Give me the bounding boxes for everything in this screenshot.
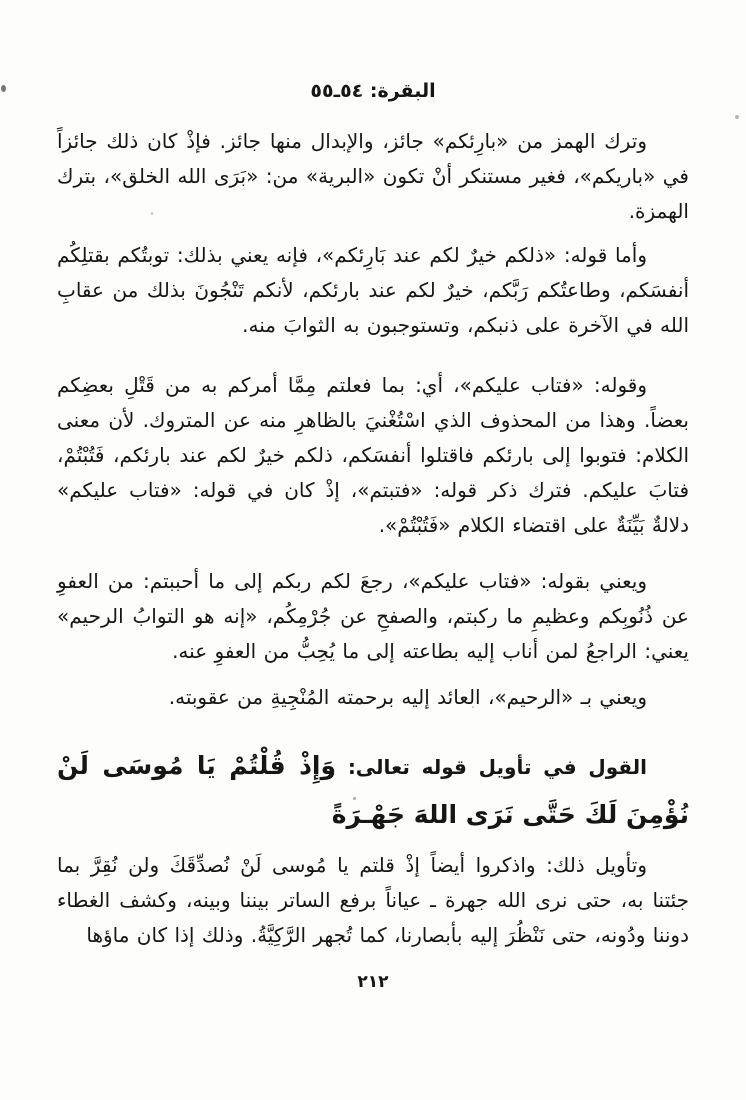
tafsir-paragraph: وتأويل ذلك: واذكروا أيضاً إذْ قلتم يا مُوسى لَنْ نُصدِّقَكَ ولن نُقِرَّ بما جئتنا به، حتى نرى الله جهرة ـ عياناً برفع الساتر بيننا وبينه، وكشف الغطاء دوننا ودُونه، حتى نَنْظُرَ إليه بأبصارنا، كما تُجهر الرَّكِيَّةُ. وذلك إذا كان ماؤها — [57, 853, 689, 947]
scan-speck — [735, 115, 739, 119]
scan-speck — [472, 706, 474, 708]
scan-speck — [151, 212, 153, 215]
surah-verse-range-header: البقرة: ٥٤ـ٥٥ — [310, 80, 436, 102]
scan-speck — [1, 85, 6, 92]
tafsir-paragraph: ويعني بقوله: «فتاب عليكم»، رجعَ لكم ربكم إلى ما أحببتم: من العفوِ عن ذُنُوبِكم وعظيمِ ما ركبتم، والصفحِ عن جُرْمِكُم، «إنه هو التوابُ الرحيم» يعني: الراجعُ لمن أناب إليه بطاعته إلى ما يُحِبُّ من العفوِ عنه. — [57, 569, 689, 663]
tafsir-paragraph: ويعني بـ «الرحيم»، العائد إليه برحمته المُنْجِيةِ من عقوبته. — [168, 685, 647, 709]
tafsir-paragraph: وأما قوله: «ذلكم خيرٌ لكم عند بَارِئكم»، فإنه يعني بذلك: توبتُكم بقتلِكُم أنفسَكم، وطاعتُكم رَبَّكم، خيرٌ لكم عند بارئكم، لأنكم تَنْجُونَ بذلك من عقابِ الله في الآخرة على ذنبكم، وتستوجبون به الثوابَ منه. — [57, 243, 689, 337]
page-number: ٢١٢ — [357, 972, 389, 992]
verse-heading — [57, 742, 689, 840]
tafsir-paragraph: وقوله: «فتاب عليكم»، أي: بما فعلتم مِمَّا أمركم به من قَتْلِ بعضِكم بعضاً. وهذا من المحذوف الذي اسْتُغْنيَ بالظاهرِ منه عن المتروك. لأن معنى الكلام: فتوبوا إلى بارئكم فاقتلوا أنفسَكم، ذلكم خيرٌ لكم عند بارئكم، فَتُبْتُمْ، فتابَ عليكم. فترك ذكر قوله: «فتبتم»، إذْ كان في قوله: «فتاب عليكم» دلالةٌ بَيِّنَةٌ على اقتضاء الكلام «فَتُبْتُمْ». — [57, 373, 689, 537]
quran-verse-text: وَإِذْ قُلْتُمْ يَا مُوسَى لَنْ نُؤْمِنَ لَكَ حَتَّى نَرَى اللهَ جَهْـرَةً — [57, 751, 689, 829]
tafsir-paragraph: وترك الهمز من «بارِئكم» جائز، والإبدال منها جائز. فإذْ كان ذلك جائزاً في «باريكم»، فغير مستنكر أنْ تكون «البرية» من: «بَرَى الله الخلق»، بترك الهمزة. — [57, 129, 689, 223]
verse-heading-intro: القول في تأويل قوله تعالى: — [336, 755, 647, 779]
scan-speck — [353, 797, 356, 800]
